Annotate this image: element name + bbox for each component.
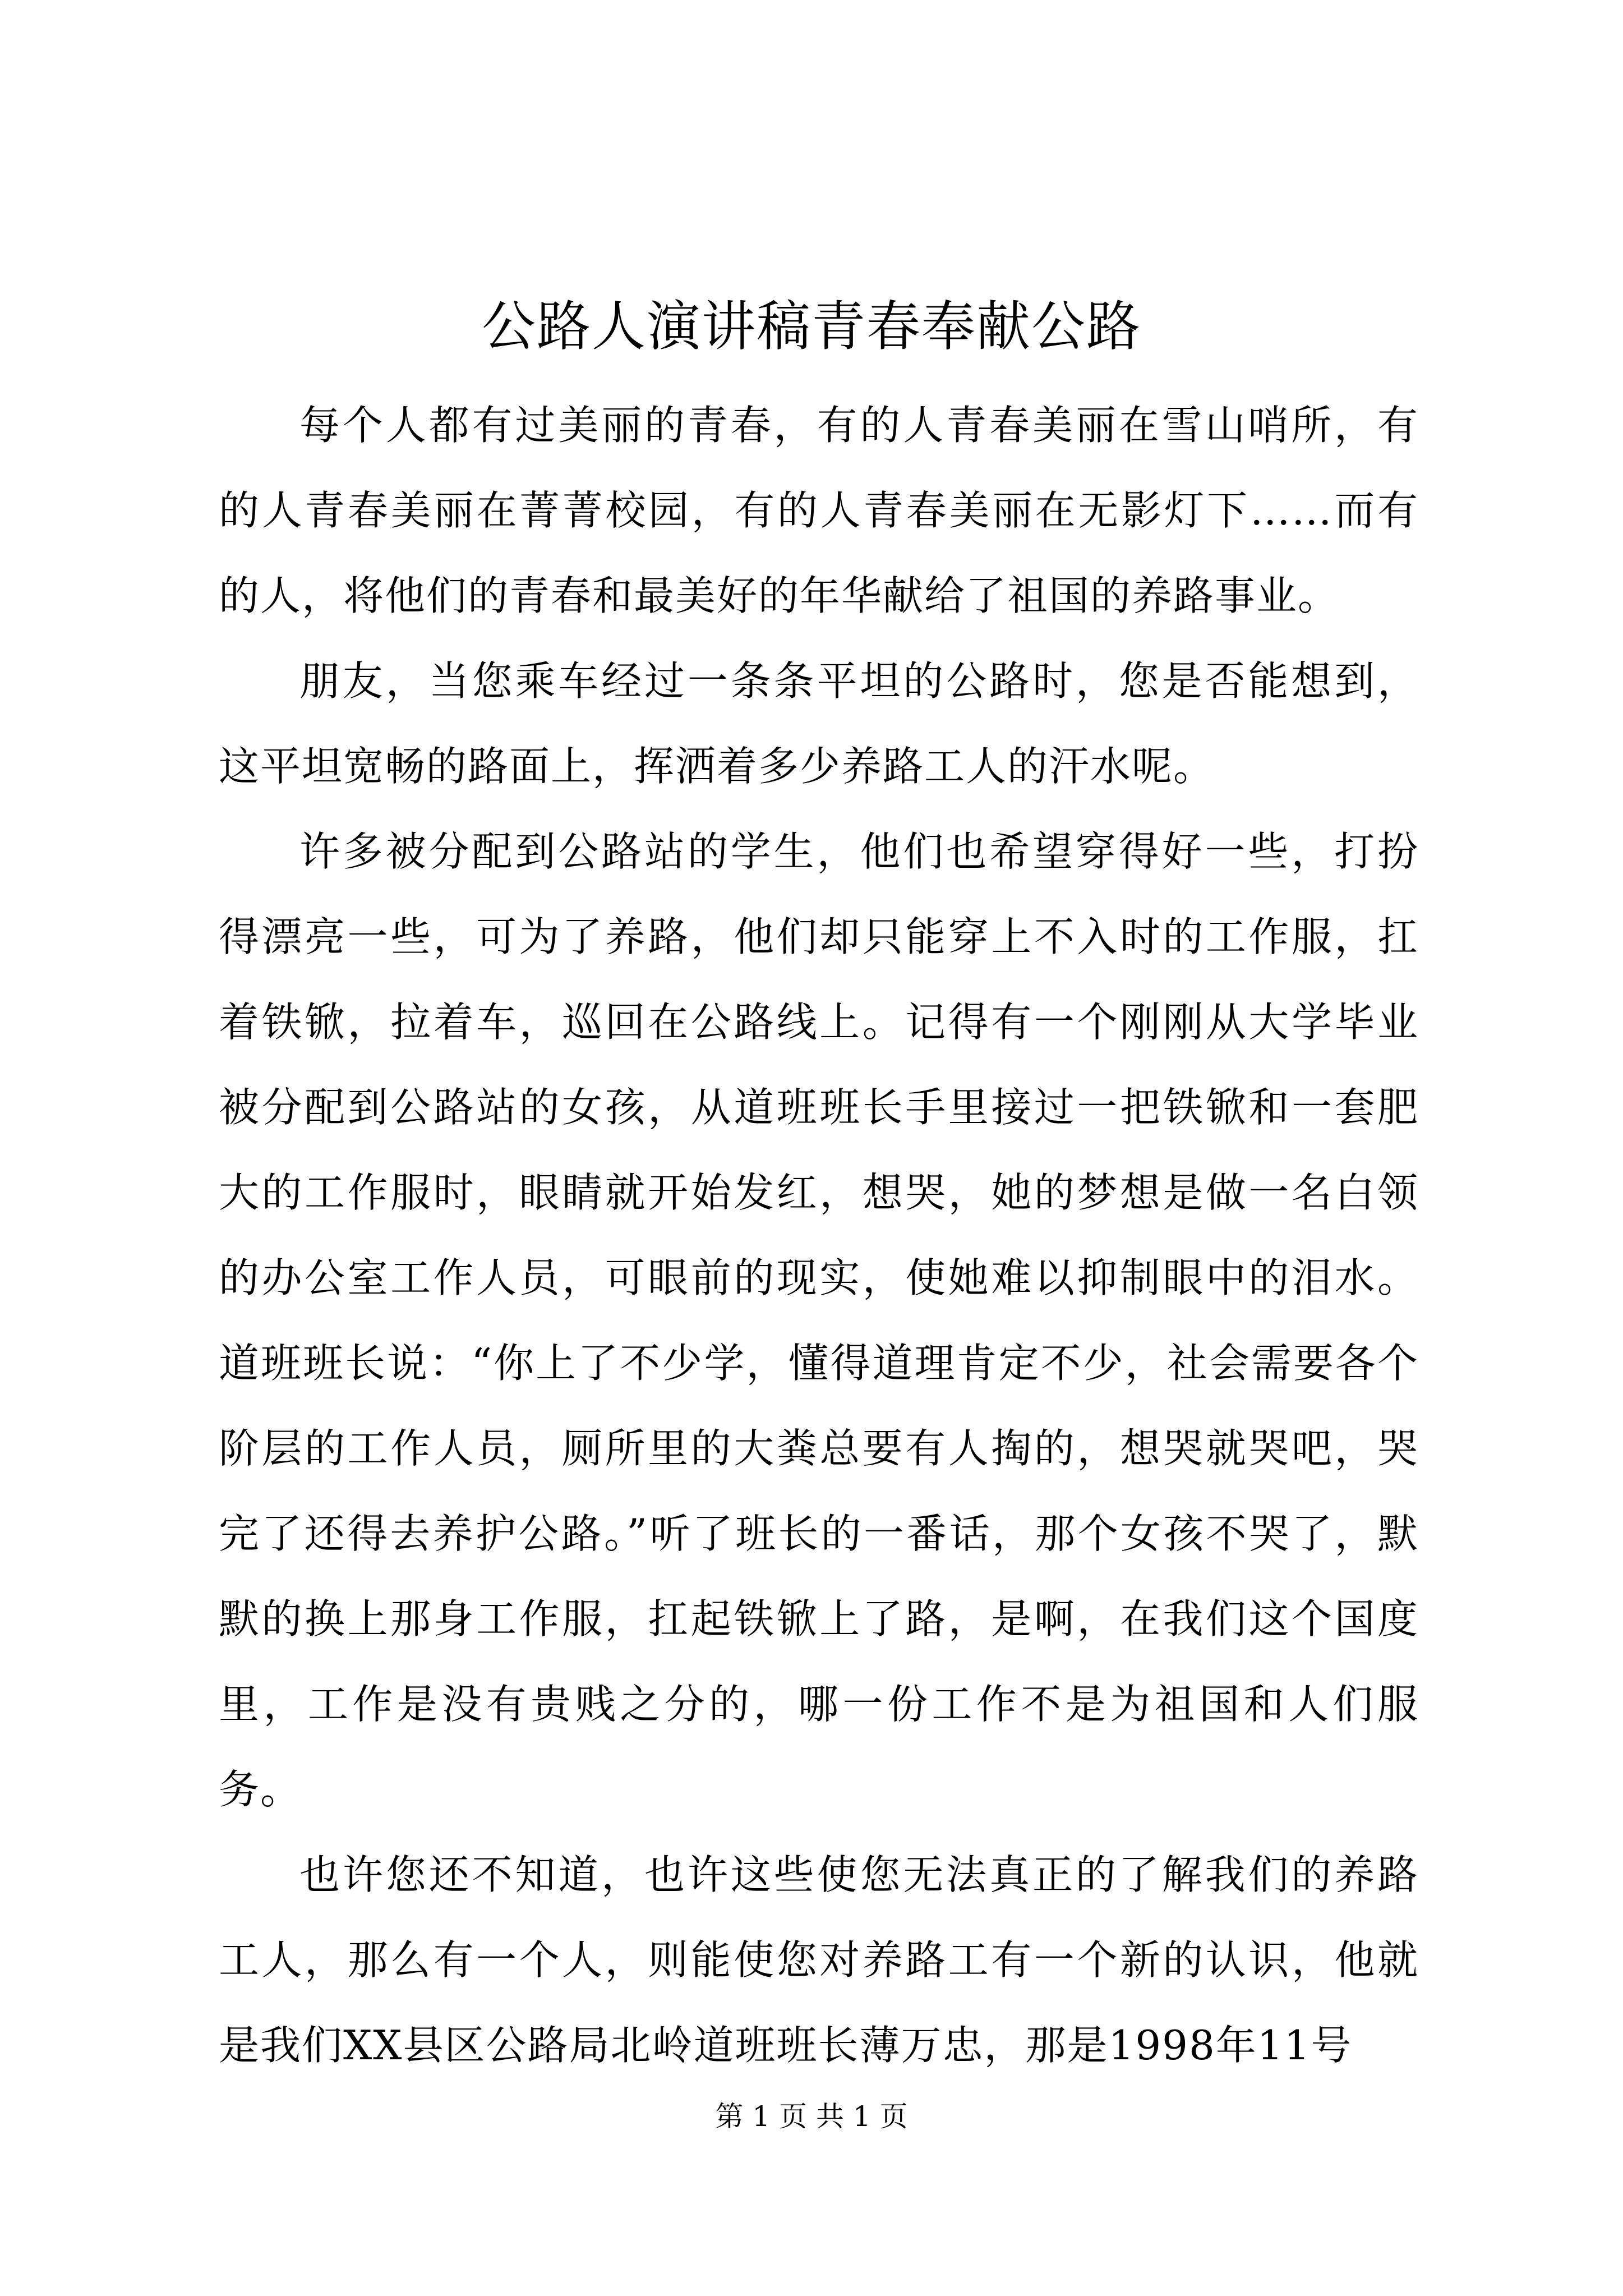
paragraph-3: 许多被分配到公路站的学生，他们也希望穿得好一些，打扮得漂亮一些，可为了养路，他们却只能穿上不入时的工作服，扛着铁锨，拉着车，巡回在公路线上。记得有一个刚刚从大学毕业被分配到公路站的女孩，从道班班长手里接过一把铁锨和一套肥大的工作服时，眼睛就开始发红，想哭，她的梦想是做一名白领的办公室工作人员，可眼前的现实，使她难以抑制眼中的泪水。道班班长说：“你上了不少学，懂得道理肯定不少，社会需要各个阶层的工作人员，厕所里的大粪总要有人掏的，想哭就哭吧，哭完了还得去养护公路。”听了班长的一番话，那个女孩不哭了，默默的换上那身工作服，扛起铁锨上了路，是啊，在我们这个国度里，工作是没有贵贱之分的，哪一份工作不是为祖国和人们服务。: [219, 828, 1419, 1813]
document-title: 公路人演讲稿青春奉献公路: [482, 295, 1141, 358]
paragraph-4: 也许您还不知道，也许这些使您无法真正的了解我们的养路工人，那么有一个人，则能使您对养路工有一个新的认识，他就是我们XX县区公路局北岭道班班长薄万忠，那是1998年11号: [219, 1851, 1419, 2069]
page-footer: 第 1 页 共 1 页: [715, 2100, 908, 2133]
paragraph-2: 朋友，当您乘车经过一条条平坦的公路时，您是否能想到，这平坦宽畅的路面上，挥洒着多少养路工人的汗水呢。: [219, 657, 1419, 790]
paragraph-1: 每个人都有过美丽的青春，有的人青春美丽在雪山哨所，有的人青春美丽在菁菁校园，有的人青春美丽在无影灯下……而有的人，将他们的青春和最美好的年华献给了祖国的养路事业。: [219, 402, 1419, 619]
document-body: [219, 383, 1419, 2088]
